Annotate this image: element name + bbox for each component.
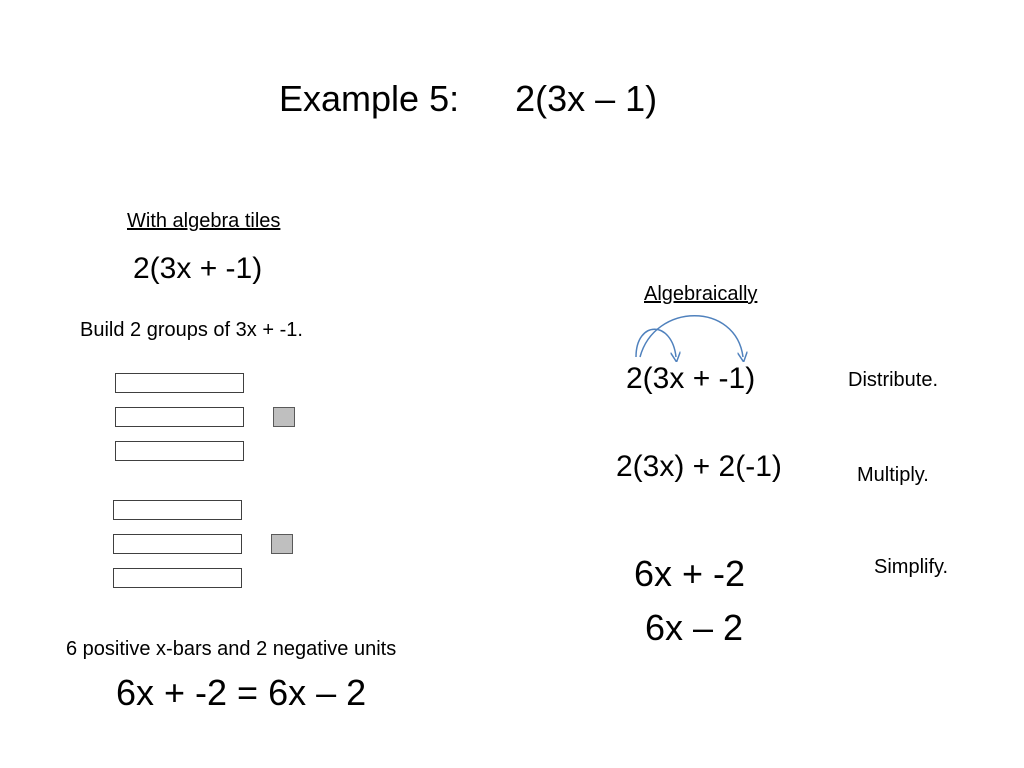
algebra-step-1-note: Distribute.: [848, 369, 939, 391]
distribute-arrow-2: [640, 316, 743, 357]
algebra-step-3: 6x + -2: [634, 553, 746, 594]
algebra-step-4: 6x – 2: [645, 607, 744, 648]
algebra-step-1: 2(3x + -1): [626, 362, 756, 395]
tiles-instruction: Build 2 groups of 3x + -1.: [80, 319, 303, 341]
algebra-step-2: 2(3x) + 2(-1): [616, 450, 782, 483]
tiles-summary: 6 positive x-bars and 2 negative units: [66, 638, 397, 660]
algebra-step-3-note: Simplify.: [874, 556, 949, 578]
title-expression: 2(3x – 1): [515, 78, 658, 119]
tiles-expression: 2(3x + -1): [133, 252, 263, 285]
algebra-step-2-note: Multiply.: [857, 464, 929, 486]
algebra-heading: Algebraically: [644, 283, 758, 305]
title-label: Example 5:: [279, 78, 460, 119]
tiles-heading: With algebra tiles: [127, 210, 281, 232]
tiles-result: 6x + -2 = 6x – 2: [116, 672, 367, 713]
